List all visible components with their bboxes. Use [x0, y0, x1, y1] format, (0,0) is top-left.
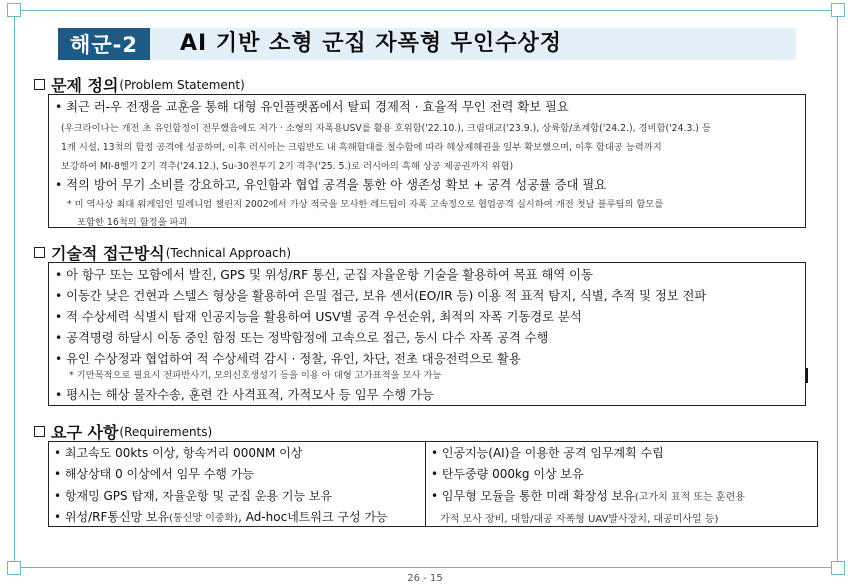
problem-line-2: (우크라이나는 개전 초 유인함정이 전무했음에도 저가 · 소형의 자폭용USV를 활용 호위함('22.10.), 크림대교('23.9.), 상륙함/초계함('24.2.), 경비함('24.3.) 등	[61, 123, 711, 134]
requirement-item	[54, 508, 388, 525]
requirement-item: • 해상상태 0 이상에서 임무 수행 가능	[54, 467, 254, 481]
requirement-item: • 최고속도 00kts 이상, 항속거리 000NM 이상	[54, 446, 303, 460]
problem-box	[48, 94, 806, 228]
title-tag: 해군-2	[58, 28, 150, 60]
checkbox-square-icon	[34, 426, 45, 437]
technical-line-3: • 적 수상세력 식별시 탑재 인공지능을 활용하여 USV별 공격 우선순위, 최적의 자폭 기동경로 분석	[55, 310, 582, 324]
problem-line-5: • 적의 방어 무기 소비를 강요하고, 유인함과 협업 공격을 통한 아 생존성 확보 + 공격 성공률 증대 필요	[55, 178, 607, 192]
problem-line-3: 1개 시설, 13척의 함정 공격에 성공하여, 이후 러시아는 크림반도 내 흑해함대를 철수함에 따라 해상제해권을 일부 확보했으며, 이후 함대공 능력까지	[61, 142, 662, 153]
section-subtitle: (Technical Approach)	[165, 245, 292, 260]
title-bar	[58, 28, 796, 60]
requirement-item: • 항재밍 GPS 탑재, 자율운항 및 군집 운용 기능 보유	[54, 489, 333, 503]
requirement-item: • 탄두중량 000kg 이상 보유	[431, 467, 584, 481]
frame-corner-top-left	[7, 3, 21, 17]
problem-line-4: 보강하여 MI-8헬기 2기 격추('24.12.), Su-30전투기 2기 격추('25. 5.)로 러시아의 흑해 상공 제공권까지 위협)	[61, 161, 514, 172]
requirements-table	[48, 441, 818, 527]
technical-line-4: • 공격명령 하달시 이동 중인 함정 또는 정박함정에 고속으로 접근, 동시 다수 자폭 공격 수행	[55, 331, 549, 345]
technical-line-2: • 이동간 낮은 건현과 스텔스 형상을 활용하여 은밀 접근, 보유 센서(EO/IR 등) 이용 적 표적 탐지, 식별, 추적 및 정보 전파	[55, 289, 707, 303]
requirement-item-main: • 위성/RF통신망 보유	[54, 510, 170, 524]
text-cursor-icon	[806, 368, 808, 383]
checkbox-square-icon	[34, 247, 45, 258]
technical-line-7: • 평시는 해상 물자수송, 훈련 간 사격표적, 가적모사 등 임무 수행 가능	[55, 388, 434, 402]
section-subtitle: (Requirements)	[119, 424, 213, 439]
section-title: 기술적 접근방식	[51, 244, 165, 263]
requirement-item-note: (고가치 표적 또는 훈련용	[634, 492, 745, 503]
requirement-item	[431, 487, 745, 504]
section-title: 요구 사항	[51, 423, 119, 442]
technical-box	[48, 262, 806, 406]
section-subtitle: (Problem Statement)	[119, 77, 245, 92]
section-problem-heading	[34, 73, 245, 96]
page-title: AI 기반 소형 군집 자폭형 무인수상정	[180, 31, 563, 56]
requirements-right-column	[426, 442, 817, 526]
section-requirements-heading	[34, 420, 212, 443]
requirement-item-tail: , Ad-hoc네트워크 구성 가능	[238, 510, 388, 524]
technical-line-6: * 기만목적으로 필요시 전파반사기, 모의신호생성기 등을 이용 아 대형 고가표적을 모사 가능	[69, 370, 442, 381]
requirement-item: • 인공지능(AI)을 이용한 공격 임무계획 수립	[431, 446, 664, 460]
technical-line-5: • 유인 수상정과 협업하여 적 수상세력 감시 · 정찰, 유인, 차단, 전초 대응전력으로 활용	[55, 352, 521, 366]
section-title: 문제 정의	[51, 76, 119, 95]
problem-line-1: • 최근 러-우 전쟁을 교훈을 통해 대형 유인플랫폼에서 탈피 경제적 · 효율적 무인 전력 확보 필요	[55, 100, 569, 114]
page-number: 26 - 15	[407, 573, 443, 584]
requirements-left-column	[49, 442, 426, 526]
requirement-item-main: • 임무형 모듈을 통한 미래 확장성 보유	[431, 489, 635, 503]
requirement-item-continued: 가적 모사 장비, 대함/대공 자폭형 UAV발사장치, 대공미사일 등)	[440, 514, 719, 525]
checkbox-square-icon	[34, 79, 45, 90]
technical-line-1: • 아 항구 또는 모함에서 발진, GPS 및 위성/RF 통신, 군집 자율운항 기술을 활용하여 목표 해역 이동	[55, 268, 593, 282]
problem-line-6: * 미 역사상 최대 워게임인 밀레니엄 챌린지 2002에서 가상 적국을 모사한 레드팀이 자폭 고속정으로 협업공격 실시하여 개전 첫날 블루팀의 함모를	[67, 199, 664, 210]
requirement-item-note: (통신망 이중화)	[169, 513, 239, 524]
problem-line-7: 포함한 16척의 함정을 파괴	[77, 217, 188, 228]
frame-corner-top-right	[831, 3, 845, 17]
section-technical-heading	[34, 241, 291, 264]
